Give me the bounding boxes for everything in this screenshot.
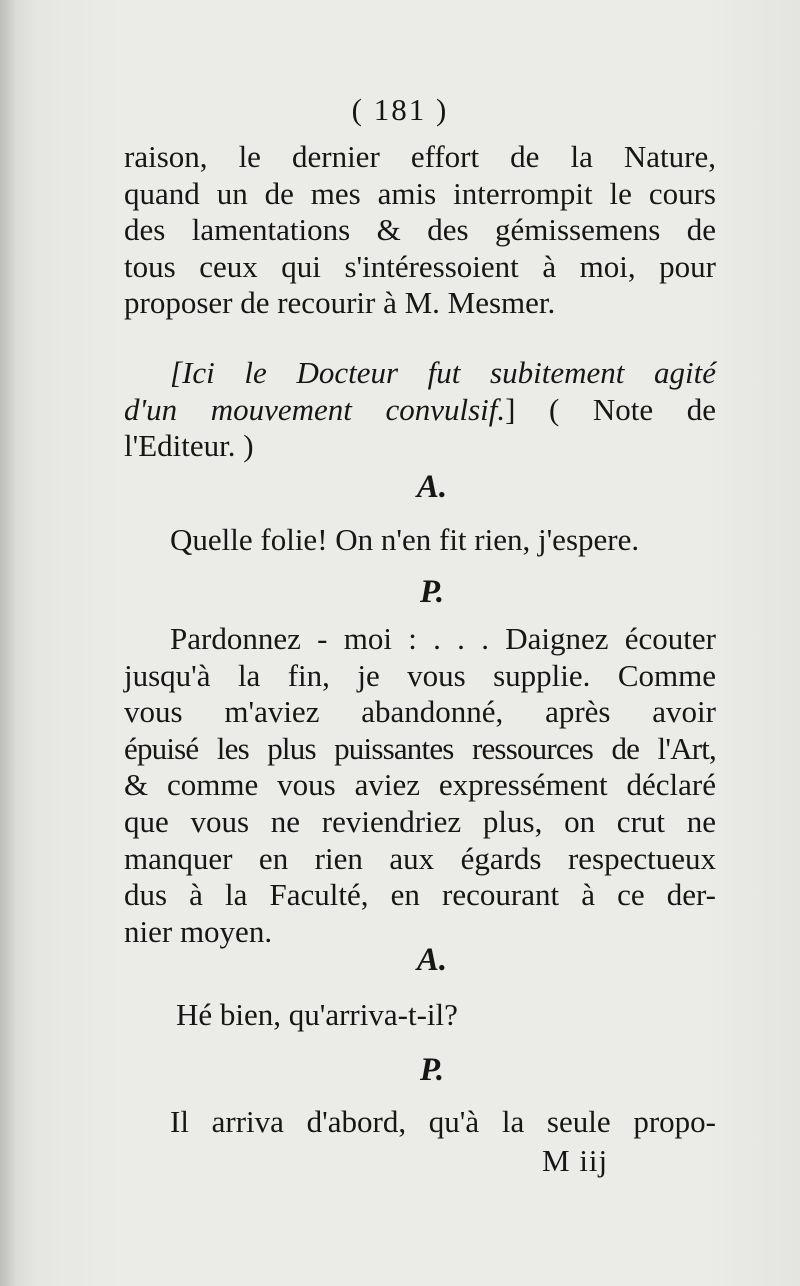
speaker-label-a2 (124, 942, 716, 979)
text-line: Quelle folie! On n'en fit rien, j'espere. (170, 522, 640, 557)
text-line: épuisé les plus puissantes ressources de l'Art, (124, 730, 716, 766)
reply-a2 (124, 997, 716, 1034)
text-line: proposer de recourir à M. Mesmer. (124, 285, 556, 321)
speaker-label-p (124, 574, 716, 611)
text-line: raison, le dernier effort de la Nature, (124, 139, 716, 174)
page-number: ( 181 ) (351, 92, 449, 127)
speaker-label-p2 (124, 1052, 716, 1089)
text-line: tous ceux qui s'intéressoient à moi, pour (124, 248, 716, 284)
note-roman-text: ] ( Note de (505, 391, 717, 427)
speaker-p: P. (419, 1052, 445, 1088)
text-line: & comme vous aviez expressément déclaré (124, 767, 716, 803)
text-line: Il arriva d'abord, qu'à la seule propo- (170, 1104, 716, 1139)
text-line: que vous ne reviendriez plus, on crut ne (124, 803, 716, 839)
reply-a1 (124, 522, 716, 559)
paragraph-1 (124, 139, 716, 322)
signature-mark: M iij (542, 1143, 609, 1178)
note-line: l'Editeur. ) (124, 428, 254, 464)
text-line: Hé bien, qu'arriva-t-il? (176, 997, 458, 1032)
text-line: nier moyen. (124, 913, 273, 949)
speaker-label-a (124, 469, 716, 506)
editor-note (124, 355, 716, 465)
note-italic-text: d'un mouvement convulsif. (124, 391, 506, 427)
note-line: [Ici le Docteur fut subitement agité (170, 355, 716, 390)
text-line: vous m'aviez abandonné, après avoir (124, 694, 716, 730)
text-line: quand un de mes amis interrompit le cours (124, 175, 716, 211)
text-line: des lamentations & des gémissemens de (124, 212, 716, 248)
text-line: manquer en rien aux égards respectueux (124, 840, 716, 876)
speaker-a: A. (416, 942, 448, 978)
speaker-a: A. (416, 469, 448, 505)
speaker-p: P. (419, 574, 445, 610)
paragraph-3 (124, 1104, 716, 1141)
paragraph-2 (124, 621, 716, 950)
text-line: Pardonnez - moi : . . . Daignez écouter (170, 621, 716, 656)
text-line: dus à la Faculté, en recourant à ce der- (124, 877, 716, 913)
note-line (124, 392, 716, 429)
text-line: jusqu'à la fin, je vous supplie. Comme (124, 657, 716, 693)
page-gutter (0, 0, 14, 1286)
